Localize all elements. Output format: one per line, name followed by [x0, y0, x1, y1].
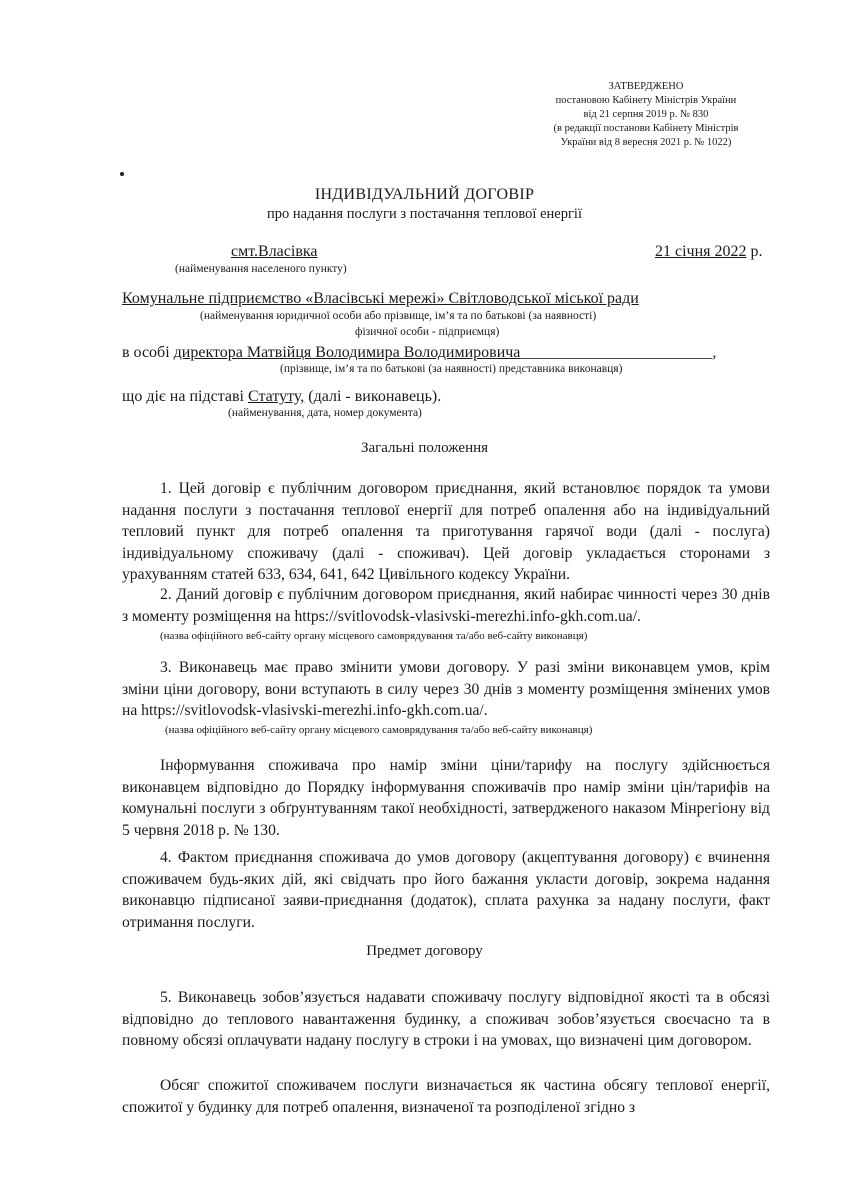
representative-caption: (прізвище, ім’я та по батькові (за наявності) представника виконавця)	[280, 363, 623, 375]
basis-value: Статуту,	[247, 388, 305, 405]
document-subtitle: про надання послуги з постачання теплової енергії	[267, 206, 582, 222]
basis-suffix: (далі - виконавець).	[308, 388, 442, 405]
document-title: ІНДИВІДУАЛЬНИЙ ДОГОВІР	[314, 186, 535, 203]
website-note-2: (назва офіційного веб-сайту органу місцевого самоврядування та/або веб-сайту виконавця)	[165, 724, 593, 736]
scan-dot	[120, 172, 124, 176]
approval-line: постановою Кабінету Міністрів України	[555, 95, 737, 106]
executor-caption-1: (найменування юридичної особи або прізвище, ім’я та по батькові (за наявності)	[200, 310, 597, 322]
section-heading-subject: Предмет договору	[366, 943, 483, 959]
representative-prefix: в особі	[122, 344, 170, 361]
place-caption: (найменування населеного пункту)	[175, 263, 347, 275]
paragraph-3-info: Інформування споживача про намір зміни ціни/тарифу на послугу здійснюється виконавцем відповідно до Порядку інформування споживачів про намір зміни цін/тарифів на комунальні послуги з обґрунтуванням такої необхідності, затвердженого наказом Мінрегіону від 5 червня 2018 р. № 130.	[122, 757, 770, 839]
paragraph-5: 5. Виконавець зобов’язується надавати споживачу послугу відповідної якості та в обсязі відповідно до теплового навантаження будинку, а споживач зобов’язується своєчасно та в повному обсязі оплачувати надану послугу в строки і на умовах, що визначені цим договором.	[122, 989, 770, 1050]
representative-line	[122, 344, 716, 362]
representative-blank: ________________________	[520, 344, 713, 361]
executor-caption-2: фізичної особи - підприємця)	[355, 326, 500, 338]
date-suffix: р.	[750, 243, 763, 260]
executor-name: Комунальне підприємство «Власівські мережі» Світловодської міської ради	[122, 290, 639, 307]
paragraph-3: 3. Виконавець має право змінити умови договору. У разі зміни виконавцем умов, крім зміни ціни договору, вони вступають в силу через 30 днів з моменту розміщення змінених умов на https://svitlovodsk-vlasivski-merezhi.info-gkh.com.ua/.	[122, 659, 770, 720]
representative-value: директора Матвійця Володимира Володимировича	[173, 344, 521, 361]
paragraph-5-volume: Обсяг спожитої споживачем послуги визначається як частина обсягу теплової енергії, спожитої у будинку для потреб опалення, визначеної та розподіленої згідно з	[122, 1077, 770, 1116]
section-heading-general: Загальні положення	[360, 440, 489, 456]
website-note-1: (назва офіційного веб-сайту органу місцевого самоврядування та/або веб-сайту виконавця)	[160, 630, 588, 642]
basis-line	[122, 388, 441, 406]
approval-stamp	[531, 80, 761, 150]
approval-line: України від 8 вересня 2021 р. № 1022)	[560, 137, 732, 148]
approval-heading: ЗАТВЕРДЖЕНО	[608, 81, 684, 92]
paragraph-2: 2. Даний договір є публічним договором приєднання, який набирає чинності через 30 днів з моменту розміщення на https://svitlovodsk-vlasivski-merezhi.info-gkh.com.ua/.	[122, 586, 770, 625]
place-value: смт.Власівка	[231, 243, 318, 260]
basis-caption: (найменування, дата, номер документа)	[228, 407, 422, 419]
contract-date	[655, 243, 763, 261]
basis-prefix: що діє на підставі	[122, 388, 244, 405]
approval-line: від 21 серпня 2019 р. № 830	[583, 109, 709, 120]
approval-line: (в редакції постанови Кабінету Міністрів	[553, 123, 739, 134]
paragraph-4: 4. Фактом приєднання споживача до умов договору (акцептування договору) є вчинення споживачем будь-яких дій, які свідчать про його бажання укласти договір, зокрема надання виконавцю підписаної заяви-приєднання (додаток), сплата рахунка за надану послуги, факт отримання послуги.	[122, 849, 770, 931]
date-value: 21 січня 2022	[655, 243, 747, 260]
paragraph-1: 1. Цей договір є публічним договором приєднання, який встановлює порядок та умови надання послуги з постачання теплової енергії для потреб опалення або на індивідуальний тепловий пункт для потреб опалення та приготування гарячої води (далі - послуга) індивідуальному споживачу (далі - споживач). Цей договір укладається сторонами з урахуванням статей 633, 634, 641, 642 Цивільного кодексу України.	[122, 480, 770, 584]
representative-comma: ,	[712, 344, 717, 361]
